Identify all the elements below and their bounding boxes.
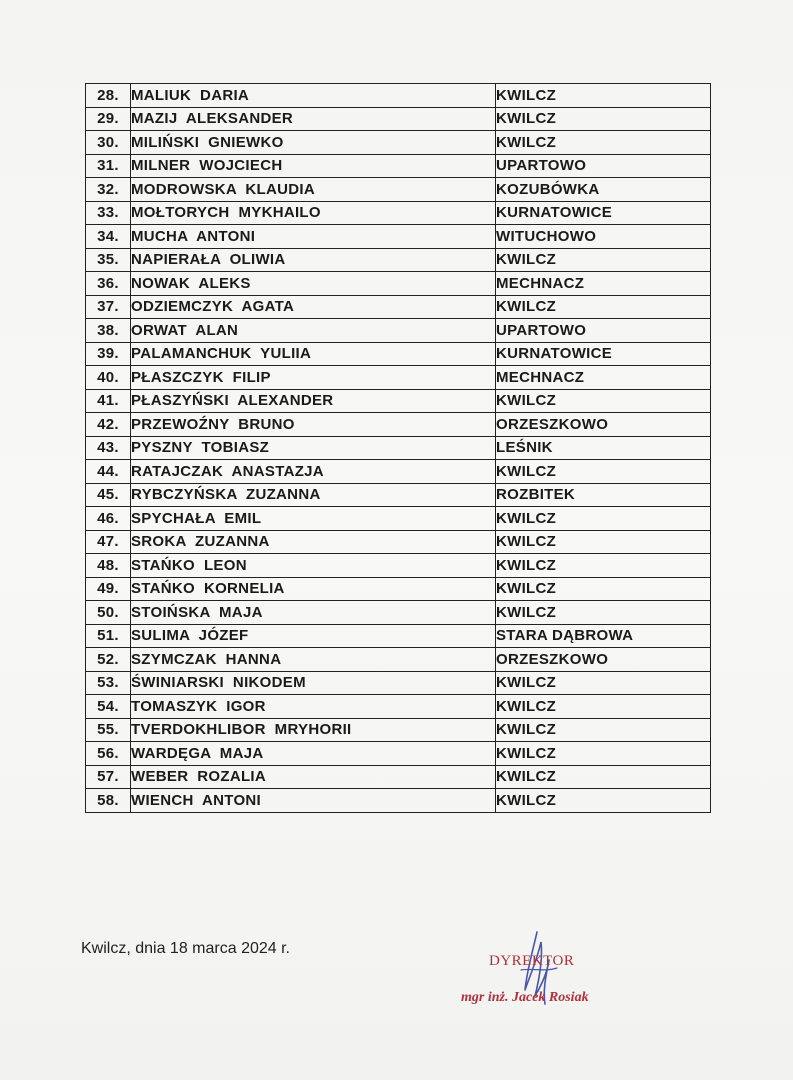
table-row — [86, 695, 711, 719]
student-name: MODROWSKA KLAUDIA — [131, 178, 496, 202]
student-name: SPYCHAŁA EMIL — [131, 507, 496, 531]
row-number: 38. — [86, 319, 131, 343]
student-name: SROKA ZUZANNA — [131, 530, 496, 554]
student-name: WEBER ROZALIA — [131, 765, 496, 789]
student-locality: ORZESZKOWO — [496, 413, 711, 437]
student-locality: KWILCZ — [496, 460, 711, 484]
student-name: MOŁTORYCH MYKHAILO — [131, 201, 496, 225]
student-locality: MECHNACZ — [496, 366, 711, 390]
row-number: 55. — [86, 718, 131, 742]
student-name: WIENCH ANTONI — [131, 789, 496, 813]
student-locality: KWILCZ — [496, 389, 711, 413]
table-row — [86, 718, 711, 742]
row-number: 44. — [86, 460, 131, 484]
student-locality: UPARTOWO — [496, 154, 711, 178]
student-name: MAZIJ ALEKSANDER — [131, 107, 496, 131]
student-locality: KWILCZ — [496, 671, 711, 695]
student-name: RYBCZYŃSKA ZUZANNA — [131, 483, 496, 507]
row-number: 50. — [86, 601, 131, 625]
table-row — [86, 84, 711, 108]
row-number: 31. — [86, 154, 131, 178]
table-row — [86, 742, 711, 766]
table-row — [86, 248, 711, 272]
student-locality: KWILCZ — [496, 107, 711, 131]
row-number: 54. — [86, 695, 131, 719]
table-row — [86, 107, 711, 131]
row-number: 58. — [86, 789, 131, 813]
student-name: WARDĘGA MAJA — [131, 742, 496, 766]
student-locality: KWILCZ — [496, 718, 711, 742]
student-table-body — [86, 84, 711, 813]
table-row — [86, 295, 711, 319]
row-number: 52. — [86, 648, 131, 672]
row-number: 35. — [86, 248, 131, 272]
student-locality: STARA DĄBROWA — [496, 624, 711, 648]
table-row — [86, 131, 711, 155]
student-locality: KWILCZ — [496, 295, 711, 319]
student-locality: KWILCZ — [496, 507, 711, 531]
student-name: MILNER WOJCIECH — [131, 154, 496, 178]
table-row — [86, 366, 711, 390]
table-row — [86, 413, 711, 437]
student-name: PŁASZCZYK FILIP — [131, 366, 496, 390]
table-row — [86, 154, 711, 178]
stamp-title: DYREKTOR — [489, 953, 575, 969]
student-locality: UPARTOWO — [496, 319, 711, 343]
student-locality: KWILCZ — [496, 695, 711, 719]
table-row — [86, 554, 711, 578]
student-table — [85, 83, 711, 813]
row-number: 39. — [86, 342, 131, 366]
row-number: 51. — [86, 624, 131, 648]
row-number: 28. — [86, 84, 131, 108]
table-row — [86, 436, 711, 460]
stamp-name: mgr inż. Jacek Rosiak — [461, 990, 589, 1005]
table-row — [86, 272, 711, 296]
student-locality: KWILCZ — [496, 789, 711, 813]
student-locality: KURNATOWICE — [496, 201, 711, 225]
student-name: STAŃKO LEON — [131, 554, 496, 578]
student-name: NOWAK ALEKS — [131, 272, 496, 296]
student-name: MALIUK DARIA — [131, 84, 496, 108]
table-row — [86, 389, 711, 413]
student-locality: ORZESZKOWO — [496, 648, 711, 672]
row-number: 37. — [86, 295, 131, 319]
table-row — [86, 178, 711, 202]
row-number: 42. — [86, 413, 131, 437]
table-row — [86, 601, 711, 625]
table-row — [86, 507, 711, 531]
table-row — [86, 201, 711, 225]
row-number: 34. — [86, 225, 131, 249]
row-number: 46. — [86, 507, 131, 531]
student-name: STAŃKO KORNELIA — [131, 577, 496, 601]
student-name: RATAJCZAK ANASTAZJA — [131, 460, 496, 484]
student-name: TVERDOKHLIBOR MRYHORII — [131, 718, 496, 742]
table-row — [86, 648, 711, 672]
row-number: 40. — [86, 366, 131, 390]
student-locality: KWILCZ — [496, 84, 711, 108]
student-locality: MECHNACZ — [496, 272, 711, 296]
row-number: 48. — [86, 554, 131, 578]
row-number: 32. — [86, 178, 131, 202]
student-name: NAPIERAŁA OLIWIA — [131, 248, 496, 272]
student-locality: KOZUBÓWKA — [496, 178, 711, 202]
student-name: ODZIEMCZYK AGATA — [131, 295, 496, 319]
student-name: SULIMA JÓZEF — [131, 624, 496, 648]
row-number: 49. — [86, 577, 131, 601]
table-row — [86, 765, 711, 789]
table-row — [86, 671, 711, 695]
student-name: MILIŃSKI GNIEWKO — [131, 131, 496, 155]
student-locality: KWILCZ — [496, 530, 711, 554]
student-name: PYSZNY TOBIASZ — [131, 436, 496, 460]
student-locality: LEŚNIK — [496, 436, 711, 460]
table-row — [86, 530, 711, 554]
student-name: PŁASZYŃSKI ALEXANDER — [131, 389, 496, 413]
student-name: PRZEWOŹNY BRUNO — [131, 413, 496, 437]
student-name: TOMASZYK IGOR — [131, 695, 496, 719]
student-name: PALAMANCHUK YULIIA — [131, 342, 496, 366]
row-number: 36. — [86, 272, 131, 296]
table-row — [86, 483, 711, 507]
student-locality: KWILCZ — [496, 248, 711, 272]
table-row — [86, 342, 711, 366]
table-row — [86, 577, 711, 601]
student-locality: KWILCZ — [496, 131, 711, 155]
row-number: 56. — [86, 742, 131, 766]
date-line: Kwilcz, dnia 18 marca 2024 r. — [81, 940, 290, 957]
table-row — [86, 319, 711, 343]
student-name: ORWAT ALAN — [131, 319, 496, 343]
student-locality: KWILCZ — [496, 742, 711, 766]
student-name: ŚWINIARSKI NIKODEM — [131, 671, 496, 695]
student-name: STOIŃSKA MAJA — [131, 601, 496, 625]
table-row — [86, 624, 711, 648]
table-row — [86, 789, 711, 813]
student-locality: KWILCZ — [496, 601, 711, 625]
row-number: 43. — [86, 436, 131, 460]
table-row — [86, 225, 711, 249]
row-number: 45. — [86, 483, 131, 507]
row-number: 41. — [86, 389, 131, 413]
row-number: 57. — [86, 765, 131, 789]
student-locality: WITUCHOWO — [496, 225, 711, 249]
student-locality: KWILCZ — [496, 765, 711, 789]
student-name: SZYMCZAK HANNA — [131, 648, 496, 672]
row-number: 29. — [86, 107, 131, 131]
row-number: 47. — [86, 530, 131, 554]
row-number: 53. — [86, 671, 131, 695]
table-row — [86, 460, 711, 484]
row-number: 33. — [86, 201, 131, 225]
student-locality: KWILCZ — [496, 554, 711, 578]
row-number: 30. — [86, 131, 131, 155]
student-locality: KURNATOWICE — [496, 342, 711, 366]
student-name: MUCHA ANTONI — [131, 225, 496, 249]
student-locality: KWILCZ — [496, 577, 711, 601]
student-locality: ROZBITEK — [496, 483, 711, 507]
